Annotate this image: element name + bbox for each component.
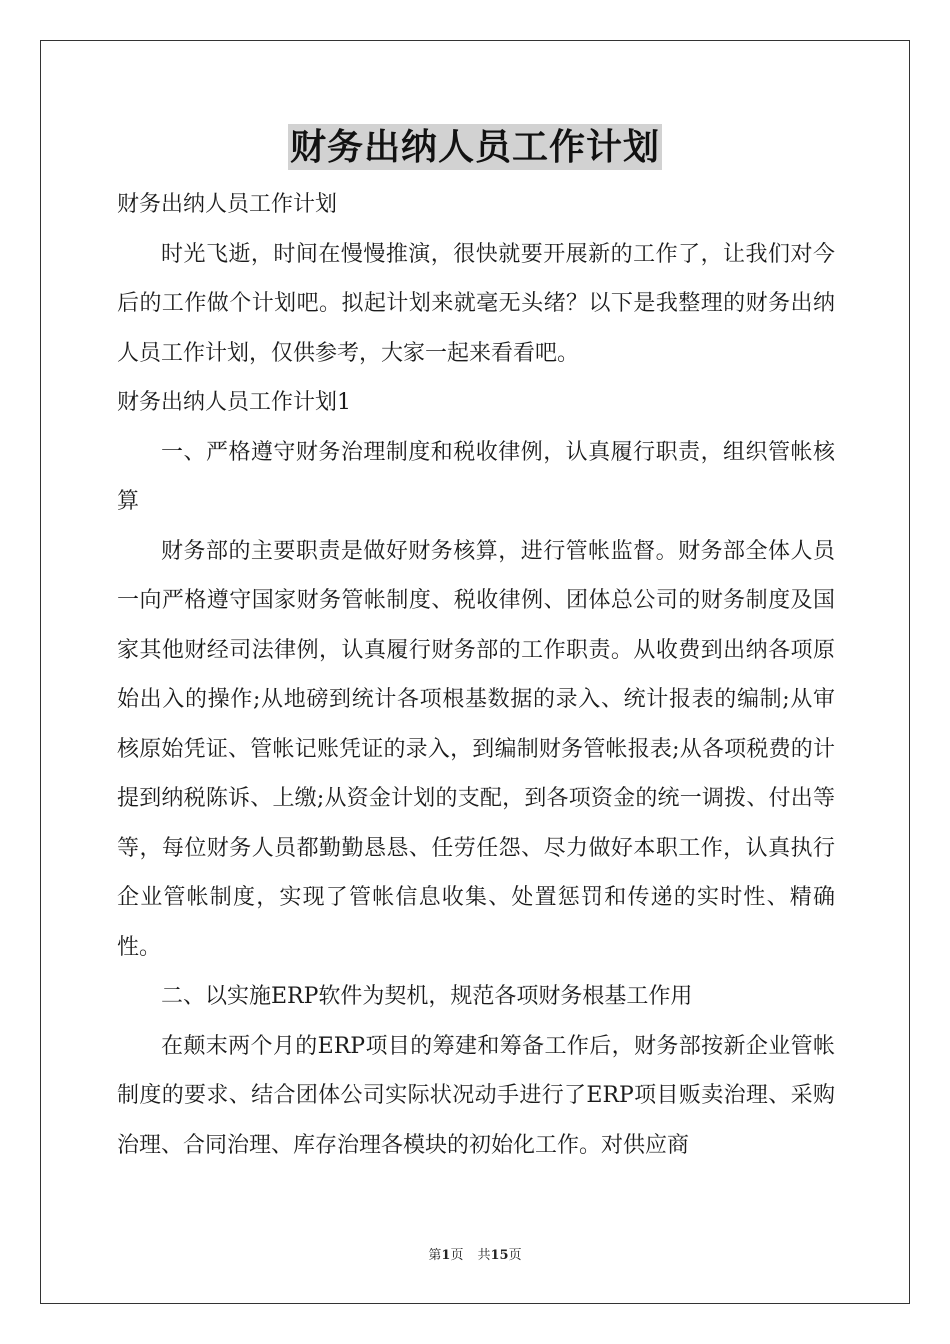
footer-page-suffix: 页 — [450, 1248, 464, 1263]
document-title-text: 财务出纳人员工作计划 — [289, 126, 660, 168]
page-footer — [0, 1244, 950, 1263]
paragraph-point-one: 一、严格遵守财务治理制度和税收律例，认真履行职责，组织管帐核算 — [117, 439, 835, 514]
footer-total-prefix: 共 — [477, 1248, 491, 1263]
document-title — [0, 124, 950, 170]
paragraph-point-two: 二、以实施ERP软件为契机，规范各项财务根基工作用 — [161, 984, 693, 1009]
paragraph-subtitle: 财务出纳人员工作计划 — [117, 192, 338, 217]
footer-page-prefix: 第 — [428, 1248, 442, 1263]
paragraph-intro: 时光飞逝，时间在慢慢推演，很快就要开展新的工作了，让我们对今后的工作做个计划吧。拟起计划来就毫无头绪？以下是我整理的财务出纳人员工作计划，仅供参考，大家一起来看看吧。 — [117, 241, 835, 366]
paragraph-section-heading: 财务出纳人员工作计划1 — [117, 390, 351, 415]
paragraph-duties: 财务部的主要职责是做好财务核算，进行管帐监督。财务部全体人员一向严格遵守国家财务管帐制度、税收律例、团体总公司的财务制度及国家其他财经司法律例，认真履行财务部的工作职责。从收费到出纳各项原始出入的操作;从地磅到统计各项根基数据的录入、统计报表的编制;从审核原始凭证、管帐记账凭证的录入，到编制财务管帐报表;从各项税费的计提到纳税陈诉、上缴;从资金计划的支配，到各项资金的统一调拨、付出等等，每位财务人员都勤勤恳恳、任劳任怨、尽力做好本职工作，认真执行企业管帐制度，实现了管帐信息收集、处置惩罚和传递的实时性、精确性。 — [117, 538, 835, 960]
document-body — [117, 180, 835, 1170]
footer-page-number: 1 — [441, 1248, 451, 1263]
footer-total-suffix: 页 — [508, 1248, 522, 1263]
footer-total-pages: 15 — [490, 1248, 509, 1263]
paragraph-erp: 在颠末两个月的ERP项目的筹建和筹备工作后，财务部按新企业管帐制度的要求、结合团体公司实际状况动手进行了ERP项目贩卖治理、采购治理、合同治理、库存治理各模块的初始化工作。对供应商 — [117, 1033, 835, 1158]
